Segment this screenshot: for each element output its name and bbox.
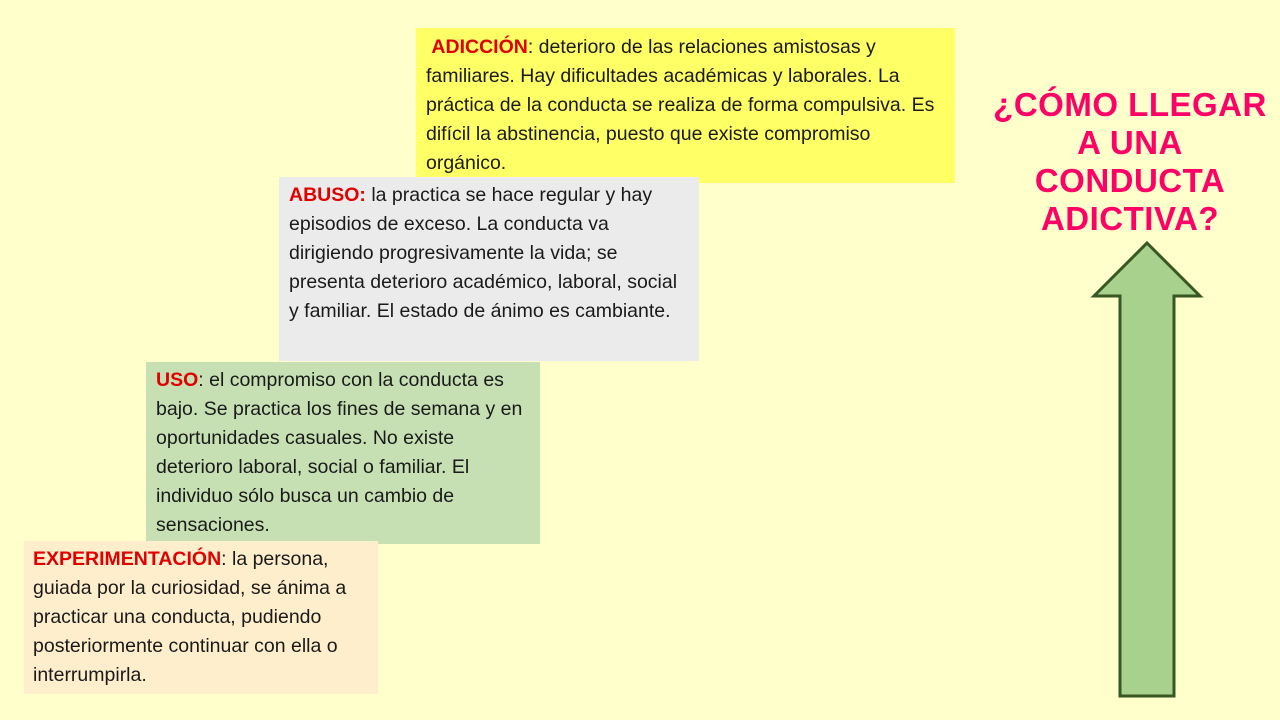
slide-title: ¿CÓMO LLEGAR A UNA CONDUCTA ADICTIVA? (993, 86, 1267, 237)
stage-experimentacion-term: EXPERIMENTACIÓN (33, 548, 222, 570)
stage-uso-box (146, 362, 540, 544)
up-arrow-icon (1090, 240, 1204, 700)
stage-abuso-box (279, 177, 699, 361)
stage-uso-term: USO (156, 369, 199, 391)
stage-uso-text: : el compromiso con la conducta es bajo. Se practica los fines de semana y en oportunidades casuales. No existe deterioro laboral, social o familiar. El individuo sólo busca un cambio de sensaciones. (156, 369, 523, 536)
stage-adiccion-term: ADICCIÓN (431, 36, 528, 58)
stage-adiccion-box (416, 28, 955, 183)
stage-abuso-term: ABUSO: (289, 184, 366, 206)
up-arrow-shape (1094, 243, 1200, 696)
stage-experimentacion-text: : la persona, guiada por la curiosidad, se ánima a practicar una conducta, pudiendo posteriormente continuar con ella o interrumpirla. (33, 548, 347, 686)
stage-adiccion-text: : deterioro de las relaciones amistosas y familiares. Hay dificultades académicas y laborales. La práctica de la conducta se realiza de forma compulsiva. Es difícil la abstinencia, puesto que existe compromiso orgánico. (426, 36, 935, 174)
stage-abuso-text: la practica se hace regular y hay episodios de exceso. La conducta va dirigiendo progresivamente la vida; se presenta deterioro académico, laboral, social y familiar. El estado de ánimo es cambiante. (289, 184, 678, 322)
stage-experimentacion-box (24, 541, 378, 694)
